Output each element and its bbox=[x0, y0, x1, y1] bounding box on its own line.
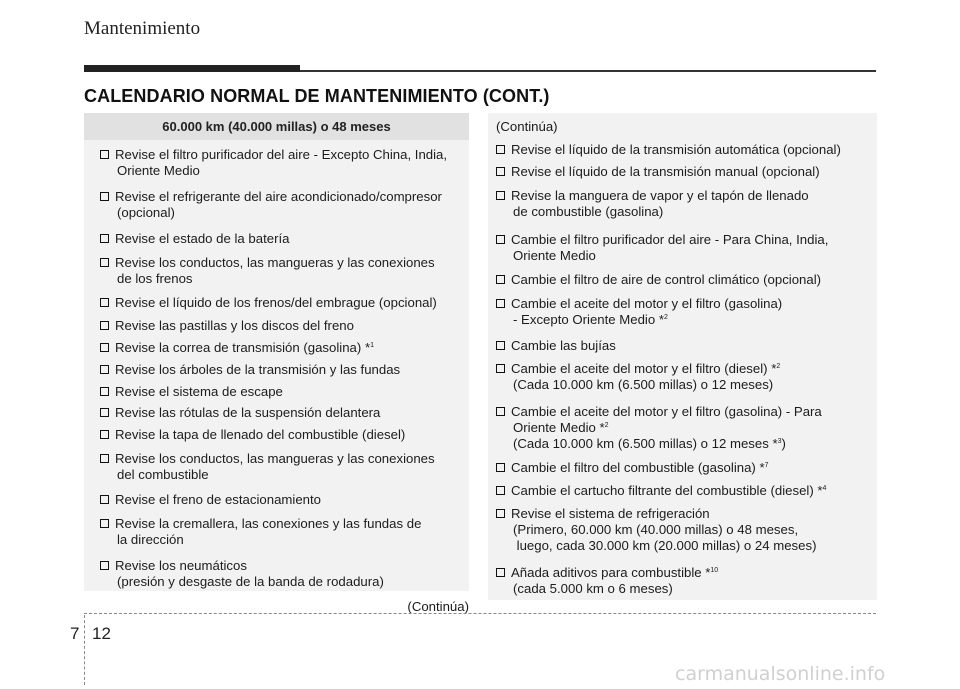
checkbox-icon bbox=[496, 568, 505, 577]
checkbox-icon bbox=[100, 387, 109, 396]
list-item: Cambie el cartucho filtrante del combustible (diesel) *$^4$ bbox=[496, 483, 871, 499]
checkbox-icon bbox=[100, 150, 109, 159]
checkbox-icon bbox=[496, 509, 505, 518]
list-item: Revise el líquido de la transmisión automática (opcional) bbox=[496, 142, 871, 158]
checkbox-icon bbox=[100, 258, 109, 267]
list-item: Cambie el aceite del motor y el filtro (gasolina) - Excepto Oriente Medio *$^2$ bbox=[496, 296, 871, 328]
list-item: Cambie el aceite del motor y el filtro (diesel) *$^2$ (Cada 10.000 km (6.500 millas) o 12 meses) bbox=[496, 361, 871, 393]
list-item: Revise el sistema de refrigeración (Primero, 60.000 km (40.000 millas) o 48 meses, luego, cada 30.000 km (20.000 millas) o 24 meses) bbox=[496, 506, 871, 554]
checkbox-icon bbox=[100, 192, 109, 201]
list-item: Revise la manguera de vapor y el tapón de llenado de combustible (gasolina) bbox=[496, 188, 871, 220]
checkbox-icon bbox=[496, 191, 505, 200]
right-panel bbox=[488, 113, 877, 600]
footer-vertical-divider bbox=[84, 615, 86, 685]
list-item: Revise la tapa de llenado del combustible (diesel) bbox=[100, 427, 463, 443]
checkbox-icon bbox=[100, 561, 109, 570]
header-rule-thin bbox=[300, 70, 876, 72]
list-item: Revise el líquido de los frenos/del embrague (opcional) bbox=[100, 295, 463, 311]
checkbox-icon bbox=[100, 430, 109, 439]
list-item: Revise el filtro purificador del aire - Excepto China, India, Oriente Medio bbox=[100, 147, 463, 179]
section-title: Mantenimiento bbox=[84, 18, 201, 39]
checkbox-icon bbox=[100, 298, 109, 307]
list-item: Revise el refrigerante del aire acondicionado/compresor (opcional) bbox=[100, 189, 463, 221]
list-item: Revise el líquido de la transmisión manual (opcional) bbox=[496, 164, 871, 180]
checkbox-icon bbox=[100, 343, 109, 352]
checkbox-icon bbox=[496, 407, 505, 416]
checkbox-icon bbox=[100, 365, 109, 374]
list-item: Revise los conductos, las mangueras y las conexiones del combustible bbox=[100, 451, 463, 483]
continued-label: (Continúa) bbox=[496, 119, 558, 134]
checkbox-icon bbox=[496, 299, 505, 308]
checkbox-icon bbox=[100, 519, 109, 528]
list-item: Cambie las bujías bbox=[496, 338, 871, 354]
checkbox-icon bbox=[100, 234, 109, 243]
list-item: Revise las pastillas y los discos del freno bbox=[100, 318, 463, 334]
list-item: Añada aditivos para combustible *$^{10}$ (cada 5.000 km o 6 meses) bbox=[496, 565, 871, 597]
list-item: Revise los árboles de la transmisión y las fundas bbox=[100, 362, 463, 378]
list-item: Revise las rótulas de la suspensión delantera bbox=[100, 405, 463, 421]
checkbox-icon bbox=[496, 486, 505, 495]
continued-label: (Continúa) bbox=[407, 599, 469, 614]
left-panel-header: 60.000 km (40.000 millas) o 48 meses bbox=[84, 113, 469, 140]
header-rule-thick bbox=[84, 65, 300, 72]
checkbox-icon bbox=[496, 275, 505, 284]
list-item: Cambie el filtro de aire de control climático (opcional) bbox=[496, 272, 871, 288]
list-item: Revise los neumáticos (presión y desgaste de la banda de rodadura) bbox=[100, 558, 463, 590]
checkbox-icon bbox=[496, 145, 505, 154]
checkbox-icon bbox=[496, 364, 505, 373]
list-item: Revise el estado de la batería bbox=[100, 231, 463, 247]
list-item: Revise el sistema de escape bbox=[100, 384, 463, 400]
checkbox-icon bbox=[496, 167, 505, 176]
list-item: Cambie el filtro purificador del aire - Para China, India, Oriente Medio bbox=[496, 232, 871, 264]
checkbox-icon bbox=[100, 321, 109, 330]
checkbox-icon bbox=[100, 408, 109, 417]
checkbox-icon bbox=[496, 463, 505, 472]
left-panel bbox=[84, 113, 469, 591]
checkbox-icon bbox=[100, 454, 109, 463]
page-heading: CALENDARIO NORMAL DE MANTENIMIENTO (CONT.) bbox=[84, 86, 550, 106]
checkbox-icon bbox=[496, 341, 505, 350]
chapter-number: 7 bbox=[70, 624, 80, 643]
checkbox-icon bbox=[100, 495, 109, 504]
list-item: Revise la cremallera, las conexiones y las fundas de la dirección bbox=[100, 516, 463, 548]
list-item: Revise el freno de estacionamiento bbox=[100, 492, 463, 508]
list-item: Cambie el aceite del motor y el filtro (gasolina) - Para Oriente Medio *$^2$ (Cada 10.000 km (6.500 millas) o 12 meses *$^3$) bbox=[496, 404, 871, 452]
list-item: Cambie el filtro del combustible (gasolina) *$^7$ bbox=[496, 460, 871, 476]
checkbox-icon bbox=[496, 235, 505, 244]
list-item: Revise los conductos, las mangueras y las conexiones de los frenos bbox=[100, 255, 463, 287]
watermark: carmanualsonline.info bbox=[675, 663, 886, 685]
page-number: 12 bbox=[92, 624, 111, 643]
list-item: Revise la correa de transmisión (gasolina) *$^1$ bbox=[100, 340, 463, 356]
footer-divider bbox=[84, 613, 876, 615]
